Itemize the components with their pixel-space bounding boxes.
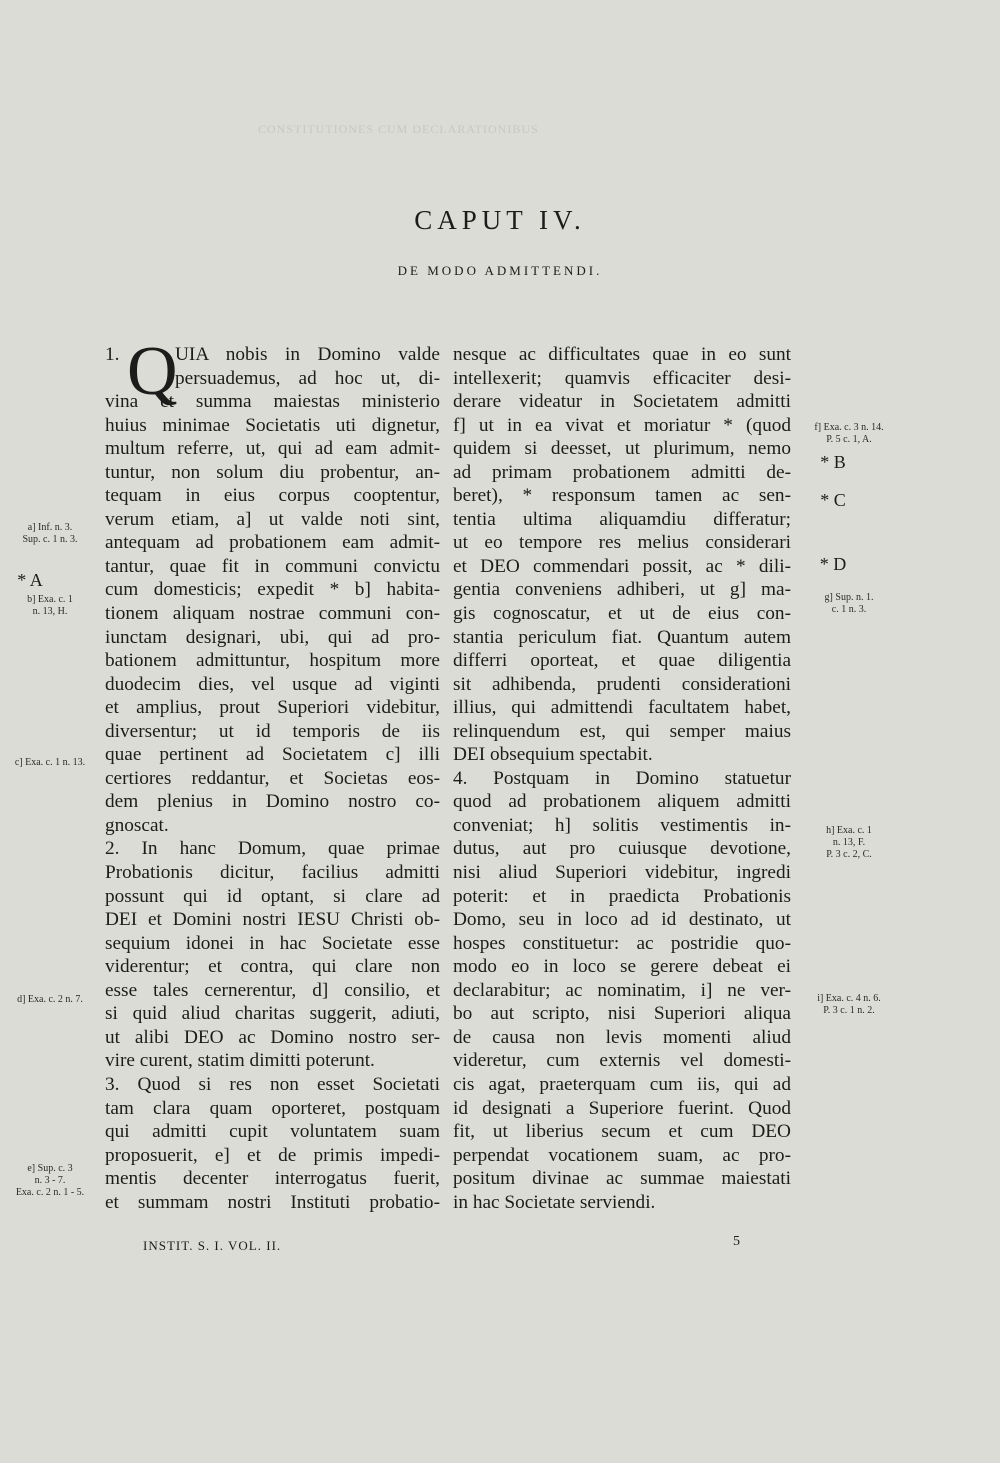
text-line: quae pertinent ad Societatem c] illi [105, 744, 440, 766]
note-line: a] Inf. n. 3. [27, 522, 73, 533]
text-line: et summam nostri Instituti probatio- [105, 1191, 440, 1213]
note-line: b] Exa. c. 1 [27, 594, 73, 605]
margin-note-d [4, 994, 96, 1006]
text-line: tantur, quae fit in communi convictu [105, 555, 440, 577]
text-line: bationem admittuntur, hospitum more [105, 650, 440, 672]
note-line: P. 5 c. 1, A. [826, 434, 872, 445]
note-line: n. 3 - 7. [34, 1175, 66, 1186]
text-line: et DEO commendari possit, ac * dili- [453, 555, 791, 577]
text-line: certiores reddantur, et Societas eos- [105, 767, 440, 789]
text-line: sequium idonei in hac Societate esse [105, 932, 440, 954]
text-line: huius minimae Societatis uti dignetur, [105, 414, 440, 436]
text-line: dutus, aut pro cuiusque devotione, [453, 838, 791, 860]
margin-marker-d: * D [819, 554, 847, 574]
note-line: Sup. c. 1 n. 3. [22, 534, 78, 545]
drop-cap: Q [127, 333, 178, 410]
note-line: P. 3 c. 2, C. [826, 849, 872, 860]
note-line: g] Sup. n. 1. [824, 592, 874, 603]
margin-note-b [10, 594, 90, 618]
text-line: modo eo in loco se gerere debeat ei [453, 956, 791, 978]
note-line: f] Exa. c. 3 n. 14. [814, 422, 884, 433]
text-line: viderentur; et contra, qui clare non [105, 956, 440, 978]
text-line: ut alibi DEO ac Domino nostro ser- [105, 1026, 440, 1048]
text-line: poterit: et in praedicta Probationis [453, 885, 791, 907]
note-line: d] Exa. c. 2 n. 7. [17, 994, 83, 1005]
text-line: cis agat, praeterquam cum iis, qui ad [453, 1073, 791, 1095]
text-line: quidem si deesset, ut plurimum, nemo [453, 438, 791, 460]
text-line: bo aut scripto, nisi Superiori aliqua [453, 1003, 791, 1025]
margin-note-c [4, 757, 96, 769]
text-line: declarabitur; ac nominatim, i] ne ver- [453, 979, 791, 1001]
text-line: esse tales cernerentur, d] consilio, et [105, 979, 440, 1001]
note-line: n. 13, F. [832, 837, 866, 848]
text-line: qui admitti cupit voluntatem suam [105, 1121, 440, 1143]
text-line: gnoscat. [105, 814, 169, 836]
text-line: possunt qui id optant, si clare ad [105, 885, 440, 907]
text-line: verum etiam, a] ut valde noti sint, [105, 508, 440, 530]
text-line: intellexerit; quamvis efficaciter desi- [453, 367, 791, 389]
text-line: DEI et Domini nostri IESU Christi ob- [105, 909, 440, 931]
chapter-title: CAPUT IV. [414, 205, 586, 235]
text-line: 2. In hanc Domum, quae primae [105, 838, 440, 860]
note-line: n. 13, H. [32, 606, 68, 617]
text-line: multum referre, ut, qui ad eam admit- [105, 438, 440, 460]
text-line: ad primam probationem admitti de- [453, 461, 791, 483]
text-line: hospes constituetur: ac postridie quo- [453, 932, 791, 954]
printer-signature: INSTIT. S. I. VOL. II. [143, 1238, 282, 1253]
note-line: h] Exa. c. 1 [826, 825, 872, 836]
text-line: si quid aliud charitas suggerit, adiuti, [105, 1003, 440, 1025]
text-line: de causa non levis momenti aliud [453, 1026, 791, 1048]
margin-note-f [800, 422, 898, 446]
text-line: gis cognoscatur, et ut de eius con- [453, 603, 791, 625]
text-line: Domo, seu in loco ad id destinato, ut [453, 909, 791, 931]
margin-note-g [806, 592, 892, 616]
note-line: P. 3 c. 1 n. 2. [823, 1005, 875, 1016]
text-line: illius, qui admittendi facultatem habet, [453, 697, 791, 719]
text-line: derare videatur in Societatem admitti [453, 391, 791, 413]
text-line: tequam in eius corpus cooptentur, [105, 485, 440, 507]
note-line: c] Exa. c. 1 n. 13. [14, 757, 86, 768]
text-line: persuademus, ad hoc ut, di- [175, 367, 440, 389]
text-line: tionem aliquam nostrae communi con- [105, 603, 440, 625]
text-line: iunctam designari, ubi, qui ad pro- [105, 626, 440, 648]
note-line: c. 1 n. 3. [831, 604, 867, 615]
bleed-through-header: CONSTITUTIONES CUM DECLARATIONIBUS [258, 122, 539, 136]
text-line: sit adhibenda, prudenti considerationi [453, 673, 791, 695]
text-line: perpendat vocationem suam, ac pro- [453, 1144, 791, 1166]
margin-marker-c: * C [820, 490, 846, 510]
text-line: beret), * responsum tamen ac sen- [453, 485, 791, 507]
text-line: nisi aliud Superiori videbitur, ingredi [453, 862, 791, 884]
text-line: antequam ad probationem eam admit- [105, 532, 440, 554]
right-text-column [453, 343, 791, 1214]
margin-note-e [2, 1163, 98, 1199]
left-text-column [105, 333, 440, 1214]
text-line: in hac Societate serviendi. [453, 1191, 656, 1213]
text-line: diversentur; ut id temporis de iis [105, 720, 440, 742]
text-line: fit, ut liberius secum et cum DEO [453, 1121, 791, 1143]
text-line: vina et summa maiestas ministerio [105, 391, 440, 413]
text-line: UIA nobis in Domino valde [175, 344, 440, 365]
text-line: dem plenius in Domino nostro co- [105, 791, 440, 813]
chapter-subtitle: DE MODO ADMITTENDI. [397, 263, 603, 278]
text-line: tuntur, non solum diu probentur, an- [105, 461, 440, 483]
margin-marker-b: * B [820, 452, 846, 472]
text-line: gentia conveniens adhiberi, ut g] ma- [453, 579, 791, 601]
paragraph-number: 1. [105, 344, 120, 365]
text-line: ut eo tempore res melius considerari [453, 532, 791, 554]
text-line: DEI obsequium spectabit. [453, 744, 653, 766]
text-line: relinquendum est, qui semper maius [453, 720, 791, 742]
text-line: f] ut in ea vivat et moriatur * (quod [453, 414, 791, 436]
text-line: et amplius, prout Superiori videbitur, [105, 697, 440, 719]
text-line: videretur, cum externis vel domesti- [453, 1050, 791, 1072]
text-line: mentis decenter interrogatus fuerit, [105, 1168, 440, 1190]
text-line: proposuerit, e] et de primis impedi- [105, 1144, 440, 1166]
text-line: nesque ac difficultates quae in eo sunt [453, 344, 791, 365]
note-line: Exa. c. 2 n. 1 - 5. [15, 1187, 85, 1198]
text-line: quod ad probationem aliquem admitti [453, 791, 791, 813]
text-line: tam clara quam oporteret, postquam [105, 1097, 440, 1119]
page-number: 5 [733, 1234, 740, 1249]
margin-note-h [806, 825, 892, 861]
text-line: Probationis dicitur, facilius admitti [105, 862, 440, 884]
margin-note-a [10, 522, 90, 546]
text-line: 3. Quod si res non esset Societati [105, 1073, 440, 1095]
text-line: cum domesticis; expedit * b] habita- [105, 579, 440, 601]
text-line: stantia periculum fiat. Quantum autem [453, 626, 791, 648]
text-line: vire curent, statim dimitti poterunt. [105, 1050, 375, 1072]
text-line: differri oporteat, et quae diligentia [453, 650, 791, 672]
text-line: conveniat; h] solitis vestimentis in- [453, 814, 791, 836]
text-line: positum divinae ac summae maiestati [453, 1168, 791, 1190]
note-line: e] Sup. c. 3 [27, 1163, 73, 1174]
text-line: id designati a Superiore fuerint. Quod [453, 1097, 791, 1119]
text-line: tentia ultima aliquamdiu differatur; [453, 508, 791, 530]
margin-note-i [800, 993, 898, 1017]
margin-marker-a: * A [17, 570, 43, 590]
note-line: i] Exa. c. 4 n. 6. [817, 993, 881, 1004]
text-line: duodecim dies, vel usque ad viginti [105, 673, 440, 695]
text-line: 4. Postquam in Domino statuetur [453, 767, 791, 789]
